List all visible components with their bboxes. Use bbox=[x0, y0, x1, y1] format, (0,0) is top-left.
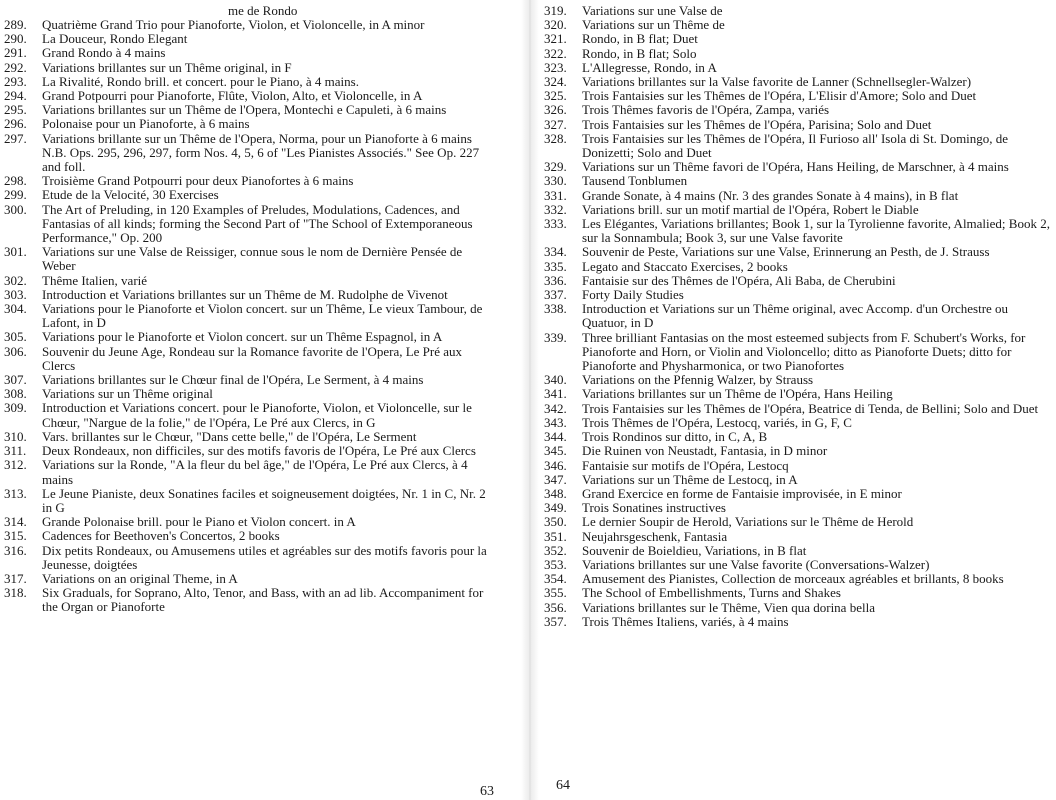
opus-title: Neujahrsgeschenk, Fantasia bbox=[582, 528, 728, 544]
list-item bbox=[544, 572, 1052, 586]
opus-number: 301. bbox=[4, 244, 27, 260]
opus-title: Grande Polonaise brill. pour le Piano et Violon concert. in A bbox=[42, 514, 356, 530]
opus-title: Trois Sonatines instructives bbox=[582, 500, 726, 516]
opus-title: Variations brillantes sur un Thême original, in F bbox=[42, 59, 292, 75]
list-item bbox=[4, 32, 496, 46]
opus-title: Amusement des Pianistes, Collection de morceaux agréables et brillants, 8 books bbox=[582, 571, 1004, 587]
opus-title: Variations pour le Pianoforte et Violon concert. sur un Thême, Le vieux Tambour, de Lafont, in D bbox=[42, 301, 483, 331]
opus-title: Variations brillantes sur un Thême de l'Opéra, Hans Heiling bbox=[582, 386, 893, 402]
list-item bbox=[544, 373, 1052, 387]
opus-title: Souvenir du Jeune Age, Rondeau sur la Romance favorite de l'Opera, Le Pré aux Clercs bbox=[42, 343, 463, 373]
opus-number: 315. bbox=[4, 528, 27, 544]
opus-title: Trois Fantaisies sur les Thêmes de l'Opéra, Il Furioso all' Isola di St. Domingo, de Donizetti; Solo and Duet bbox=[582, 130, 1009, 161]
list-item bbox=[544, 416, 1052, 430]
opus-title: Variations brillantes sur la Valse favorite de Lanner (Schnellsegler-Walzer) bbox=[582, 74, 972, 90]
opus-number: 307. bbox=[4, 372, 27, 388]
opus-title: Three brilliant Fantasias on the most esteemed subjects from F. Schubert's Works, for Pianoforte and Horn, or Violin and Violoncello; ditto as Pianoforte Duets; ditto for Pianoforte and Physharmonica, or two Pianofortes bbox=[582, 329, 1026, 374]
opus-title: Trois Thêmes favoris de l'Opéra, Zampa, variés bbox=[582, 102, 830, 118]
list-item bbox=[544, 530, 1052, 544]
opus-number: 321. bbox=[544, 31, 567, 47]
opus-number: 309. bbox=[4, 400, 27, 416]
opus-title: Le Jeune Pianiste, deux Sonatines faciles et soigneusement doigtées, Nr. 1 in C, Nr. 2 in G bbox=[42, 485, 486, 515]
opus-number: 322. bbox=[544, 45, 567, 61]
opus-title: Trois Fantaisies sur les Thêmes de l'Opéra, L'Elisir d'Amore; Solo and Duet bbox=[582, 88, 977, 104]
opus-title: Variations sur une Valse de Reissiger, connue sous le nom de Dernière Pensée de Weber bbox=[42, 244, 463, 274]
footnote-text: N.B. Ops. 295, 296, 297, form Nos. 4, 5, 6 of "Les Pianistes Associés." See Op. 227 and foll. bbox=[42, 144, 480, 175]
opus-number: 341. bbox=[544, 386, 567, 402]
opus-number: 296. bbox=[4, 116, 27, 132]
opus-title: L'Allegresse, Rondo, in A bbox=[582, 59, 717, 75]
list-item bbox=[4, 132, 496, 146]
opus-number: 347. bbox=[544, 471, 567, 487]
list-item bbox=[4, 274, 496, 288]
opus-number: 353. bbox=[544, 556, 567, 572]
opus-title: Souvenir de Boieldieu, Variations, in B flat bbox=[582, 542, 807, 558]
opus-number: 334. bbox=[544, 244, 567, 260]
opus-title: Dix petits Rondeaux, ou Amusemens utiles et agréables sur des motifs favoris pour la Jeunesse, doigtées bbox=[42, 542, 487, 572]
opus-title: Etude de la Velocité, 30 Exercises bbox=[42, 187, 219, 203]
list-item bbox=[544, 402, 1052, 416]
list-item bbox=[4, 458, 496, 486]
opus-title: Rondo, in B flat; Duet bbox=[582, 31, 698, 47]
list-item bbox=[4, 174, 496, 188]
list-item bbox=[544, 61, 1052, 75]
right-page-number: 64 bbox=[556, 778, 570, 793]
opus-number: 342. bbox=[544, 400, 567, 416]
list-item bbox=[4, 387, 496, 401]
opus-number: 302. bbox=[4, 272, 27, 288]
list-item bbox=[4, 529, 496, 543]
list-item bbox=[544, 444, 1052, 458]
opus-title: Deux Rondeaux, non difficiles, sur des motifs favoris de l'Opéra, Le Pré aux Clercs bbox=[42, 443, 476, 459]
opus-number: 337. bbox=[544, 287, 567, 303]
opus-title: Variations sur un Thême favori de l'Opéra, Hans Heiling, de Marschner, à 4 mains bbox=[582, 159, 1009, 175]
opus-number: 305. bbox=[4, 329, 27, 345]
list-item bbox=[544, 473, 1052, 487]
opus-title: Grand Exercice en forme de Fantaisie improvisée, in E minor bbox=[582, 485, 902, 501]
opus-title: Variations brillantes sur un Thême de l'Opera, Montechi e Capuleti, à 6 mains bbox=[42, 102, 447, 118]
list-item bbox=[544, 601, 1052, 615]
opus-number: 312. bbox=[4, 457, 27, 473]
opus-number: 311. bbox=[4, 443, 27, 459]
list-item bbox=[544, 4, 1052, 18]
opus-title: Variations on the Pfennig Walzer, by Strauss bbox=[582, 372, 814, 388]
list-item bbox=[544, 459, 1052, 473]
opus-title: Vars. brillantes sur le Chœur, "Dans cette belle," de l'Opéra, Le Serment bbox=[42, 428, 417, 444]
opus-title: Variations sur un Thême original bbox=[42, 386, 213, 402]
opus-number: 352. bbox=[544, 542, 567, 558]
list-item bbox=[544, 387, 1052, 401]
opus-title: Rondo, in B flat; Solo bbox=[582, 45, 697, 61]
carryover-text: me de Rondo bbox=[228, 3, 298, 18]
opus-title: La Rivalité, Rondo brill. et concert. pour le Piano, à 4 mains. bbox=[42, 73, 359, 89]
opus-title: Trois Rondinos sur ditto, in C, A, B bbox=[582, 429, 768, 445]
opus-number: 338. bbox=[544, 301, 567, 317]
opus-title: Variations sur un Thême de bbox=[582, 17, 725, 33]
opus-number: 357. bbox=[544, 613, 567, 629]
opus-number: 344. bbox=[544, 429, 567, 445]
list-item bbox=[544, 18, 1052, 32]
list-item bbox=[544, 615, 1052, 629]
book-gutter bbox=[521, 0, 539, 800]
opus-title: Variations on an original Theme, in A bbox=[42, 570, 238, 586]
opus-number: 330. bbox=[544, 173, 567, 189]
opus-number: 328. bbox=[544, 130, 567, 146]
opus-number: 325. bbox=[544, 88, 567, 104]
opus-title: Introduction et Variations concert. pour le Pianoforte, Violon, et Violoncelle, sur le Chœur, "Nargue de la folie," de l'Opéra, Le Pré aux Clercs, in G bbox=[42, 400, 472, 430]
opus-title: Variations brillantes sur le Thême, Vien qua dorina bella bbox=[582, 599, 875, 615]
opus-title: Souvenir de Peste, Variations sur une Valse, Erinnerung an Pesth, de J. Strauss bbox=[582, 244, 990, 260]
opus-title: Variations sur une Valse de bbox=[582, 3, 723, 18]
opus-number: 294. bbox=[4, 88, 27, 104]
list-item bbox=[544, 118, 1052, 132]
list-item bbox=[544, 487, 1052, 501]
list-item bbox=[4, 117, 496, 131]
opus-title: Quatrième Grand Trio pour Pianoforte, Violon, et Violoncelle, in A minor bbox=[42, 17, 425, 32]
opus-number: 348. bbox=[544, 485, 567, 501]
opus-number: 333. bbox=[544, 216, 567, 232]
opus-number: 300. bbox=[4, 201, 27, 217]
opus-number: 319. bbox=[544, 3, 567, 18]
list-item bbox=[544, 75, 1052, 89]
opus-title: Fantaisie sur motifs de l'Opéra, Lestocq bbox=[582, 457, 789, 473]
list-item bbox=[544, 331, 1052, 374]
list-item bbox=[4, 288, 496, 302]
opus-number: 303. bbox=[4, 286, 27, 302]
opus-number: 345. bbox=[544, 443, 567, 459]
opus-number: 299. bbox=[4, 187, 27, 203]
opus-number: 349. bbox=[544, 500, 567, 516]
opus-title: Variations brill. sur un motif martial de l'Opéra, Robert le Diable bbox=[582, 201, 919, 217]
opus-number: 329. bbox=[544, 159, 567, 175]
opus-number: 306. bbox=[4, 343, 27, 359]
opus-title: La Douceur, Rondo Elegant bbox=[42, 31, 188, 47]
list-item bbox=[4, 302, 496, 330]
opus-title: Thême Italien, varié bbox=[42, 272, 148, 288]
opus-number: 290. bbox=[4, 31, 27, 47]
list-item bbox=[4, 245, 496, 273]
opus-title: Introduction et Variations sur un Thême original, avec Accomp. d'un Orchestre ou Quatuor, in D bbox=[582, 301, 1009, 331]
list-item bbox=[4, 61, 496, 75]
opus-number: 297. bbox=[4, 130, 27, 146]
list-item bbox=[4, 572, 496, 586]
opus-title: Polonaise pour un Pianoforte, à 6 mains bbox=[42, 116, 250, 132]
list-item bbox=[544, 47, 1052, 61]
list-item bbox=[544, 189, 1052, 203]
opus-number: 314. bbox=[4, 514, 27, 530]
opus-title: Grand Rondo à 4 mains bbox=[42, 45, 166, 61]
opus-number: 339. bbox=[544, 329, 567, 345]
list-item bbox=[4, 430, 496, 444]
list-item bbox=[4, 401, 496, 429]
opus-title: Variations sur un Thême de Lestocq, in A bbox=[582, 471, 798, 487]
opus-title: Trois Fantaisies sur les Thêmes de l'Opéra, Beatrice di Tenda, de Bellini; Solo and Duet bbox=[582, 400, 1039, 416]
list-item bbox=[4, 544, 496, 572]
opus-number: 332. bbox=[544, 201, 567, 217]
list-item bbox=[4, 146, 496, 174]
list-item bbox=[544, 245, 1052, 259]
opus-number: 317. bbox=[4, 570, 27, 586]
opus-number: 292. bbox=[4, 59, 27, 75]
opus-title: Grand Potpourri pour Pianoforte, Flûte, Violon, Alto, et Violoncelle, in A bbox=[42, 88, 423, 104]
opus-title: The Art of Preluding, in 120 Examples of Preludes, Modulations, Cadences, and Fantasias of all kinds; forming the Second Part of "The School of Extemporaneous Performance," Op. 200 bbox=[42, 201, 473, 246]
opus-title: Variations brillantes sur le Chœur final de l'Opéra, Le Serment, à 4 mains bbox=[42, 372, 424, 388]
opus-title: Trois Thêmes de l'Opéra, Lestocq, variés, in G, F, C bbox=[582, 414, 852, 430]
opus-title: Variations brillante sur un Thême de l'Opera, Norma, pour un Pianoforte à 6 mains bbox=[42, 130, 472, 146]
right-opus-list bbox=[544, 4, 1052, 629]
list-item bbox=[4, 586, 496, 614]
opus-title: Legato and Staccato Exercises, 2 books bbox=[582, 258, 788, 274]
list-item bbox=[544, 501, 1052, 515]
opus-number: 298. bbox=[4, 173, 27, 189]
list-item bbox=[4, 46, 496, 60]
opus-number: 336. bbox=[544, 272, 567, 288]
opus-number: 327. bbox=[544, 116, 567, 132]
opus-number: 356. bbox=[544, 599, 567, 615]
opus-title: Trois Fantaisies sur les Thêmes de l'Opéra, Parisina; Solo and Duet bbox=[582, 116, 932, 132]
list-item bbox=[544, 89, 1052, 103]
opus-title: The School of Embellishments, Turns and Shakes bbox=[582, 585, 841, 601]
opus-title: Troisième Grand Potpourri pour deux Pianofortes à 6 mains bbox=[42, 173, 354, 189]
left-page-number: 63 bbox=[480, 784, 494, 799]
list-item bbox=[4, 515, 496, 529]
list-item bbox=[544, 430, 1052, 444]
opus-title: Trois Thêmes Italiens, variés, à 4 mains bbox=[582, 613, 789, 629]
list-item bbox=[544, 274, 1052, 288]
list-item bbox=[4, 103, 496, 117]
opus-number: 340. bbox=[544, 372, 567, 388]
opus-title: Forty Daily Studies bbox=[582, 287, 684, 303]
opus-title: Tausend Tonblumen bbox=[582, 173, 688, 189]
list-item bbox=[4, 487, 496, 515]
list-item bbox=[544, 217, 1052, 245]
list-item bbox=[544, 260, 1052, 274]
list-item bbox=[4, 89, 496, 103]
list-item bbox=[544, 32, 1052, 46]
list-item bbox=[4, 330, 496, 344]
opus-number: 289. bbox=[4, 17, 27, 32]
opus-number: 343. bbox=[544, 414, 567, 430]
opus-title: Variations brillantes sur une Valse favorite (Conversations-Walzer) bbox=[582, 556, 930, 572]
opus-number: 354. bbox=[544, 571, 567, 587]
opus-number: 320. bbox=[544, 17, 567, 33]
list-item bbox=[4, 345, 496, 373]
opus-number: 326. bbox=[544, 102, 567, 118]
list-item bbox=[4, 75, 496, 89]
opus-number: 355. bbox=[544, 585, 567, 601]
left-page bbox=[0, 0, 520, 800]
opus-title: Les Elégantes, Variations brillantes; Book 1, sur la Tyrolienne favorite, Almalied; Book 2, sur la Sonnambula; Book 3, sur une Valse favorite bbox=[582, 216, 1050, 246]
left-opus-list bbox=[4, 18, 496, 615]
opus-title: Le dernier Soupir de Herold, Variations sur le Thême de Herold bbox=[582, 514, 914, 530]
opus-number: 351. bbox=[544, 528, 567, 544]
opus-number: 350. bbox=[544, 514, 567, 530]
list-item bbox=[544, 515, 1052, 529]
opus-number: 335. bbox=[544, 258, 567, 274]
list-item bbox=[544, 586, 1052, 600]
list-item bbox=[4, 203, 496, 246]
list-item bbox=[544, 103, 1052, 117]
list-item bbox=[4, 373, 496, 387]
opus-number: 331. bbox=[544, 187, 567, 203]
list-item bbox=[544, 160, 1052, 174]
list-item bbox=[544, 203, 1052, 217]
opus-title: Six Graduals, for Soprano, Alto, Tenor, and Bass, with an ad lib. Accompaniment for the Organ or Pianoforte bbox=[42, 585, 484, 615]
opus-number: 316. bbox=[4, 542, 27, 558]
opus-number: 346. bbox=[544, 457, 567, 473]
opus-number: 295. bbox=[4, 102, 27, 118]
opus-number: 313. bbox=[4, 485, 27, 501]
list-item bbox=[544, 174, 1052, 188]
opus-title: Variations pour le Pianoforte et Violon concert. sur un Thême Espagnol, in A bbox=[42, 329, 443, 345]
opus-number: 318. bbox=[4, 585, 27, 601]
opus-number: 291. bbox=[4, 45, 27, 61]
opus-title: Fantaisie sur des Thêmes de l'Opéra, Ali Baba, de Cherubini bbox=[582, 272, 896, 288]
opus-title: Variations sur la Ronde, "A la fleur du bel âge," de l'Opéra, Le Pré aux Clercs, à 4 mains bbox=[42, 457, 468, 487]
opus-number: 304. bbox=[4, 301, 27, 317]
list-item bbox=[544, 302, 1052, 330]
list-item bbox=[544, 544, 1052, 558]
list-item bbox=[544, 288, 1052, 302]
opus-number: 310. bbox=[4, 428, 27, 444]
opus-title: Grande Sonate, à 4 mains (Nr. 3 des grandes Sonate à 4 mains), in B flat bbox=[582, 187, 959, 203]
opus-title: Introduction et Variations brillantes sur un Thême de M. Rudolphe de Vivenot bbox=[42, 286, 448, 302]
opus-title: Cadences for Beethoven's Concertos, 2 books bbox=[42, 528, 280, 544]
opus-number: 293. bbox=[4, 73, 27, 89]
list-item bbox=[4, 18, 496, 32]
opus-number: 308. bbox=[4, 386, 27, 402]
list-item bbox=[4, 444, 496, 458]
list-item bbox=[4, 188, 496, 202]
list-item bbox=[544, 558, 1052, 572]
opus-number: 324. bbox=[544, 74, 567, 90]
opus-number: 323. bbox=[544, 59, 567, 75]
list-item bbox=[544, 132, 1052, 160]
right-page bbox=[540, 0, 1056, 800]
opus-title: Die Ruinen von Neustadt, Fantasia, in D minor bbox=[582, 443, 828, 459]
